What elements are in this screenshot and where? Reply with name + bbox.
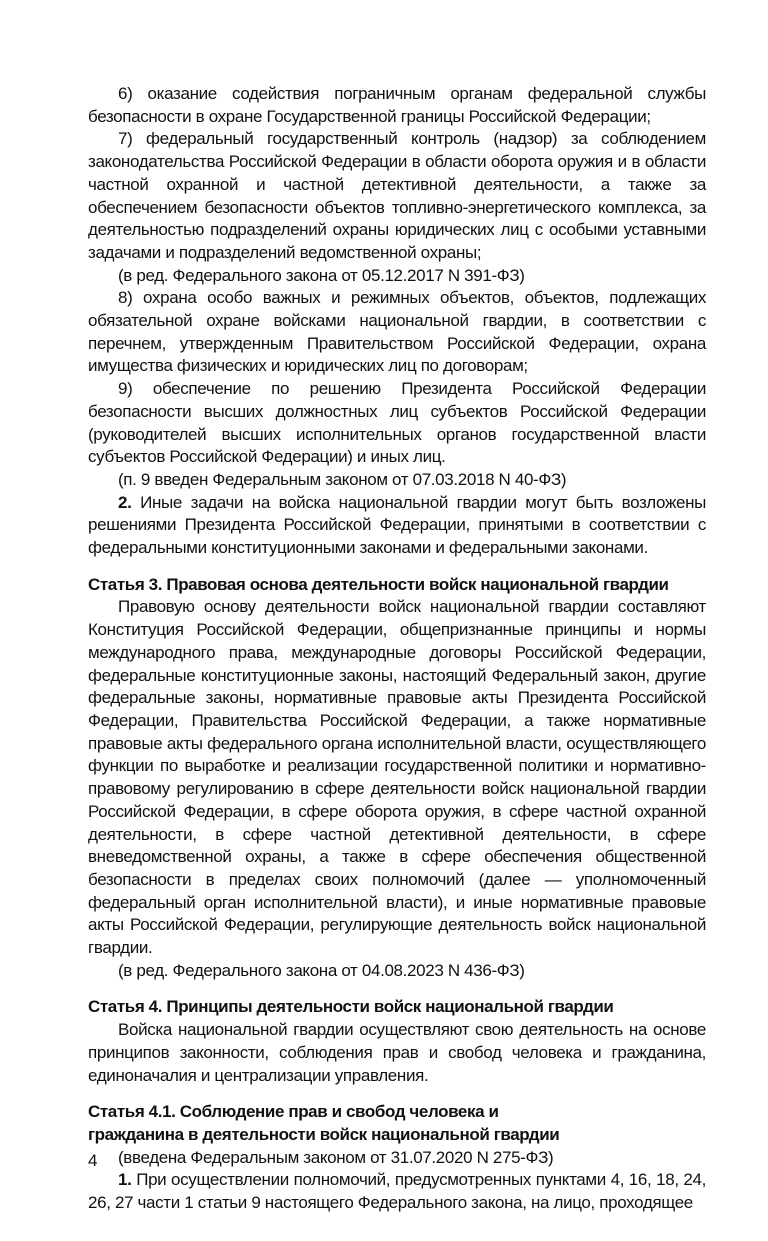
paragraph-clause-1 <box>88 1169 706 1214</box>
page-number: 4 <box>88 1151 98 1170</box>
article-heading: Статья 3. Правовая основа деятельности войск национальной гвардии <box>88 574 669 594</box>
paragraph-clause-2 <box>88 492 706 560</box>
article-heading: Статья 4.1. Соблюдение прав и свобод человека и гражданина в деятельности войск национальной гвардии <box>88 1102 560 1144</box>
amendment-note: (в ред. Федерального закона от 04.08.2023 N 436-ФЗ) <box>118 960 525 980</box>
amendment-note: (введена Федеральным законом от 31.07.2020 N 275-ФЗ) <box>118 1147 554 1167</box>
paragraph-item-9: 9) обеспечение по решению Президента Российской Федерации безопасности высших должностных лиц субъектов Российской Федерации (руководителей высших исполнительных органов государственной власти субъектов Российской Федерации) и иных лиц. <box>88 379 706 467</box>
paragraph-item-8: 8) охрана особо важных и режимных объектов, объектов, подлежащих обязательной охране войсками национальной гвардии, в соответствии с перечнем, утвержденным Правительством Российской Федерации, охрана имущества физических и юридических лиц по договорам; <box>88 288 706 376</box>
amendment-note: (п. 9 введен Федеральным законом от 07.03.2018 N 40-ФЗ) <box>118 469 567 489</box>
paragraph-item-7: 7) федеральный государственный контроль (надзор) за соблюдением законодательства Российской Федерации в области оборота оружия и в области частной охранной и частной детективной деятельности, а также за обеспечением безопасности объектов топливно-энергетического комплекса, за деятельностью подразделений охраны юридических лиц с особыми уставными задачами и подразделений ведомственной охраны; <box>88 129 706 262</box>
clause-number: 2. <box>118 492 132 512</box>
article-4-body: Войска национальной гвардии осуществляют свою деятельность на основе принципов законности, соблюдения прав и свобод человека и гражданина, единоначалия и централизации управления. <box>88 1020 706 1085</box>
article-heading: Статья 4. Принципы деятельности войск национальной гвардии <box>88 997 614 1017</box>
clause-text: При осуществлении полномочий, предусмотренных пунктами 4, 16, 18, 24, 26, 27 части 1 статьи 9 настоящего Федерального закона, на лицо, проходящее <box>88 1170 706 1213</box>
paragraph-item-6: 6) оказание содействия пограничным органам федеральной службы безопасности в охране Государственной границы Российской Федерации; <box>88 84 706 126</box>
clause-number: 1. <box>118 1170 132 1190</box>
amendment-note: (в ред. Федерального закона от 05.12.2017 N 391-ФЗ) <box>118 265 525 285</box>
clause-text: Иные задачи на войска национальной гвардии могут быть возложены решениями Президента Российской Федерации, принятыми в соответствии с федеральными конституционными законами и федеральными законами. <box>88 492 706 558</box>
article-3-body: Правовую основу деятельности войск национальной гвардии составляют Конституция Российской Федерации, общепризнанные принципы и нормы международного права, международные договоры Российской Федерации, федеральные конституционные законы, настоящий Федеральный закон, другие федеральные законы, нормативные правовые акты Президента Российской Федерации, Правительства Российской Федерации, а также нормативные правовые акты федерального органа исполнительной власти, осуществляющего функции по выработке и реализации государственной политики и нормативно-правовому регулированию в сфере деятельности войск национальной гвардии Российской Федерации, в сфере оборота оружия, в сфере частной охранной деятельности, в сфере частной детективной деятельности, в сфере вневедомственной охраны, а также в сфере обеспечения общественной безопасности в пределах своих полномочий (далее — уполномоченный федеральный орган исполнительной власти), и иные нормативные правовые акты Российской Федерации, регулирующие деятельность войск национальной гвардии. <box>88 597 706 958</box>
